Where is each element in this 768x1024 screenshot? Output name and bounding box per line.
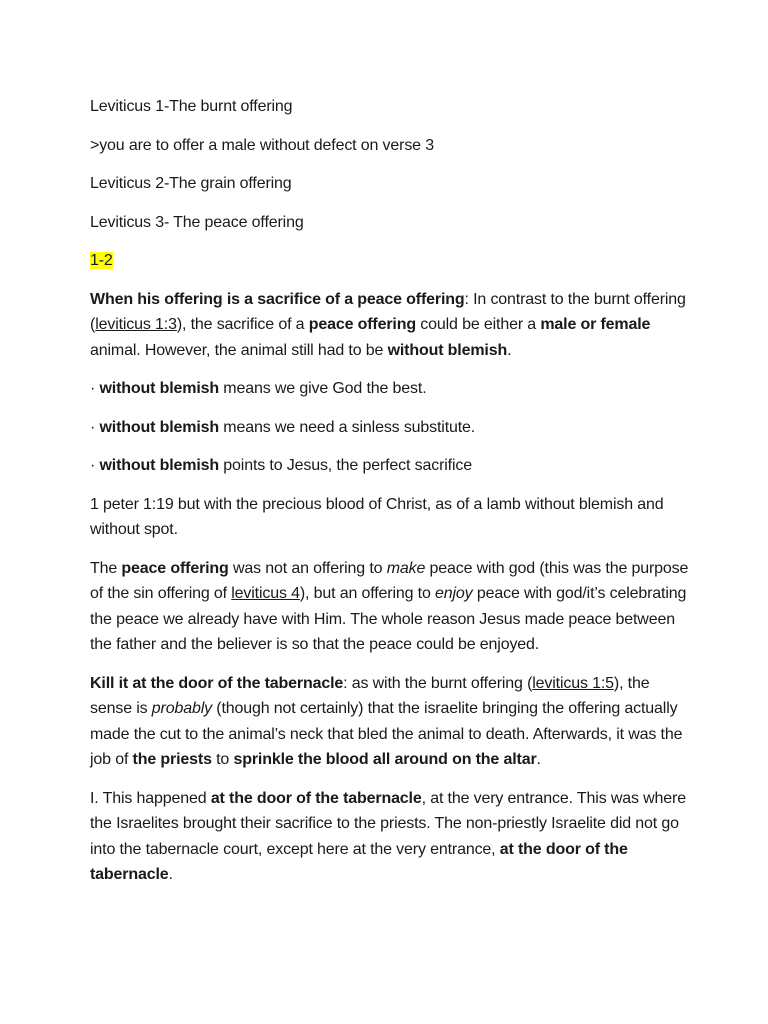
text: . [507,341,512,359]
text: : In contrast to the burnt offering ( [90,290,686,333]
bullet-item [90,453,690,479]
text: to [211,751,234,768]
bold-text: without blemish [99,418,220,436]
text: was not an offering to [228,559,387,577]
text: ), the sense is [90,674,650,717]
text: ), but an offering to [299,585,436,602]
bold-text: without blemish [99,380,220,397]
bullet-marker: · [90,380,100,397]
heading-leviticus-1: Leviticus 1-The burnt offering [90,98,293,115]
paragraph-peace-offering-purpose [90,556,690,658]
scripture-reference-link[interactable]: leviticus 1:5 [532,674,614,692]
bullet-item [90,376,690,402]
bold-text: male or female [540,316,651,333]
highlighted-verse-range: 1-2 [90,252,113,269]
bullet-item [90,415,690,441]
note-male-without-defect: >you are to offer a male without defect on verse 3 [90,136,434,154]
text: . [168,866,173,883]
bold-text: without blemish [99,457,220,474]
bold-text: peace offering [308,316,416,333]
text: could be either a [415,316,541,333]
text: means we give God the best. [219,380,427,397]
bold-text: peace offering [121,559,229,577]
text: points to Jesus, the perfect sacrifice [219,457,472,474]
text: : as with the burnt offering ( [343,674,533,692]
text: (though not certainly) that the israelite bringing the offering actually made the cut to the animal’s neck that bled the animal to death. Afterwards, it was the job of [90,700,683,768]
verse-range [90,248,690,274]
text: ), the sacrifice of a [176,316,309,333]
paragraph-peace-offering-intro [90,287,690,364]
italic-text: make [386,559,426,577]
text: animal. However, the animal still had to be [90,341,388,359]
heading-leviticus-2: Leviticus 2-The grain offering [90,175,292,192]
italic-text: enjoy [435,585,473,602]
heading-leviticus-3: Leviticus 3- The peace offering [90,213,304,231]
text: , at the very entrance. This was where the Israelites brought their sacrifice to the priests. The non-priestly Israelite did not go into the tabernacle court, except here at the very entrance, [90,789,686,858]
bold-text: at the door of the tabernacle [210,789,422,807]
scripture-reference-link[interactable]: leviticus 4 [231,585,300,602]
paragraph-1-peter-quote: 1 peter 1:19 but with the precious blood of Christ, as of a lamb without blemish and without spot. [90,495,664,538]
document-page [90,94,690,901]
text: peace with god/it’s celebrating the peace we already have with Him. The whole reason Jesus made peace between the father and the believer is so that the peace could be enjoyed. [90,585,687,653]
text: I. This happened [90,789,211,807]
bold-text: When his offering is a sacrifice of a peace offering [90,290,465,308]
text: The [90,559,122,577]
text: peace with god (this was the purpose of the sin offering of [90,559,689,602]
bold-text: without blemish [387,341,508,359]
italic-text: probably [151,700,212,717]
paragraph-kill-at-door [90,671,690,773]
paragraph-door-of-tabernacle [90,786,690,888]
bold-text: the priests [132,751,212,768]
text: . [536,751,541,768]
bold-text: sprinkle the blood all around on the altar [233,751,537,768]
bullet-marker: · [90,457,100,474]
bold-text: at the door of the tabernacle [90,840,628,883]
bold-text: Kill it at the door of the tabernacle [90,674,344,692]
text: means we need a sinless substitute. [219,418,476,436]
scripture-reference-link[interactable]: leviticus 1:3 [95,316,177,333]
bullet-marker: · [90,418,100,436]
